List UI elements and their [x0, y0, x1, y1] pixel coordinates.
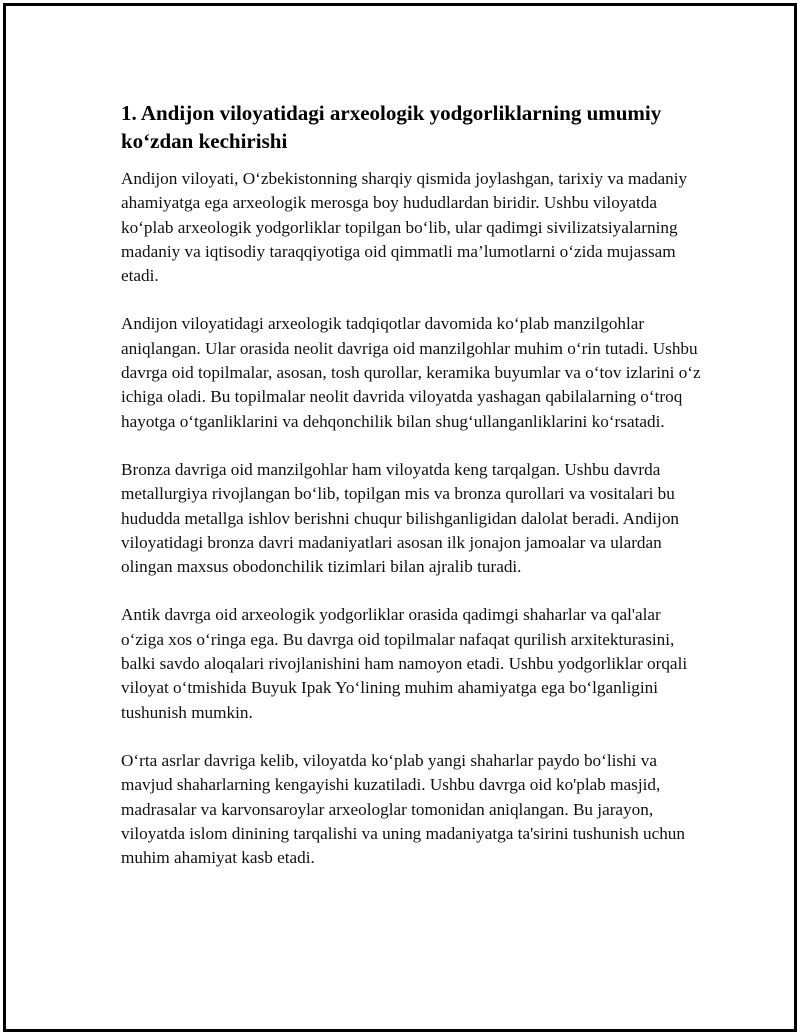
section-heading: 1. Andijon viloyatidagi arxeologik yodgorliklarning umumiy ko‘zdan kechirishi [121, 101, 662, 153]
document-body [121, 99, 701, 894]
paragraph-middle-ages: O‘rta asrlar davriga kelib, viloyatda ko‘plab yangi shaharlar paydo bo‘lishi va mavjud shaharlarning kengayishi kuzatiladi. Ushbu davrga oid ko'plab masjid, madrasalar va karvonsaroylar arxeologlar tomonidan aniqlangan. Bu jarayon, viloyatda islom dinining tarqalishi va uning madaniyatga ta'sirini tushunish uchun muhim ahamiyat kasb etadi. [121, 750, 685, 868]
paragraph-bronze-age: Bronza davriga oid manzilgohlar ham viloyatda keng tarqalgan. Ushbu davrda metallurgiya rivojlangan bo‘lib, topilgan mis va bronza qurollari va vositalari bu hududda metallga ishlov berishni chuqur bilishganligidan dalolat beradi. Andijon viloyatidagi bronza davri madaniyatlari asosan ilk jonajon jamoalar va ulardan olingan maxsus obodonchilik tizimlari bilan ajralib turadi. [121, 459, 680, 577]
paragraph-neolithic: Andijon viloyatidagi arxeologik tadqiqotlar davomida ko‘plab manzilgohlar aniqlangan. Ular orasida neolit davriga oid manzilgohlar muhim o‘rin tutadi. Ushbu davrga oid topilmalar, asosan, tosh qurollar, keramika buyumlar va o‘tov izlarini o‘z ichiga oladi. Bu topilmalar neolit davrida viloyatda yashagan qabilalarning o‘troq hayotga o‘tganliklarini va dehqonchilik bilan shug‘ullanganliklarini ko‘rsatadi. [121, 314, 701, 431]
paragraph-antiquity: Antik davrga oid arxeologik yodgorliklar orasida qadimgi shaharlar va qal'alar o‘ziga xos o‘ringa ega. Bu davrga oid topilmalar nafaqat qurilish arxitekturasini, balki savdo aloqalari rivojlanishini ham namoyon etadi. Ushbu yodgorliklar orqali viloyat o‘tmishida Buyuk Ipak Yo‘lining muhim ahamiyatga ega bo‘lganligini tushunish mumkin. [121, 605, 688, 722]
paragraph-intro: Andijon viloyati, O‘zbekistonning sharqiy qismida joylashgan, tarixiy va madaniy ahamiyatga ega arxeologik merosga boy hududlardan biridir. Ushbu viloyatda ko‘plab arxeologik yodgorliklar topilgan bo‘lib, ular qadimgi sivilizatsiyalarning madaniy va iqtisodiy taraqqiyotiga oid qimmatli ma’lumotlarni o‘zida mujassam etadi. [121, 169, 688, 286]
page-frame [3, 3, 797, 1032]
